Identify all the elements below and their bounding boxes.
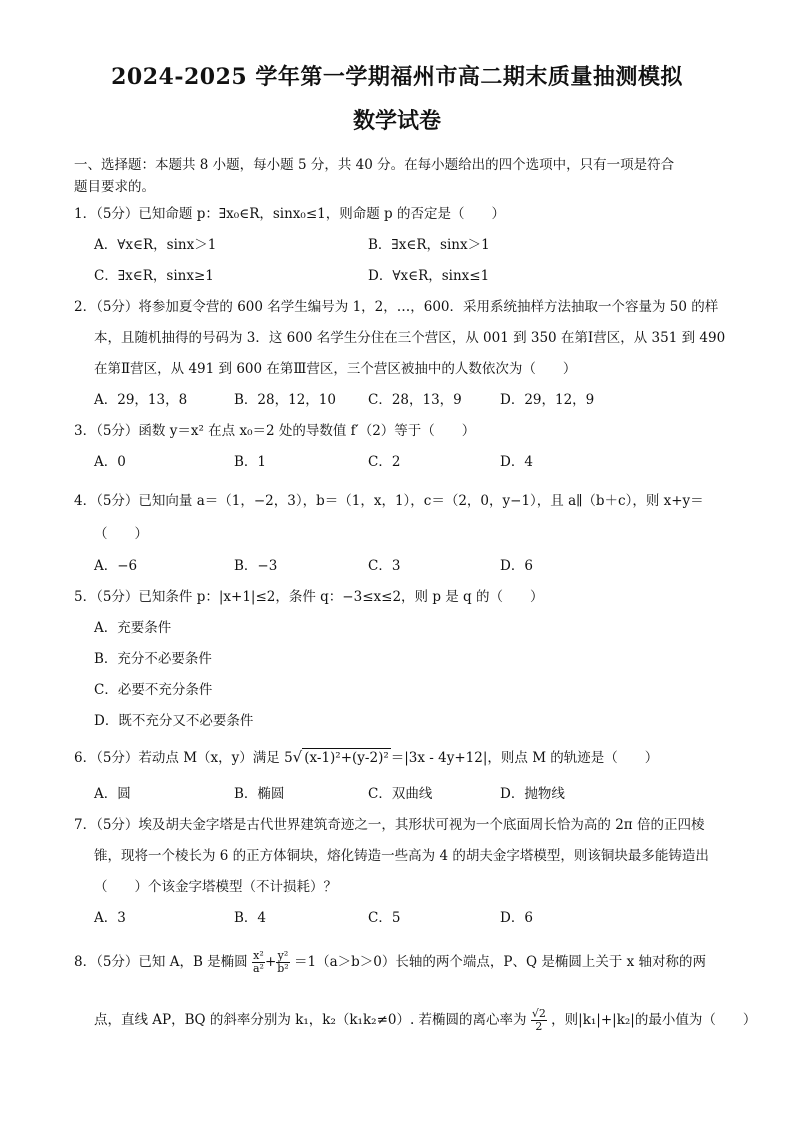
q2-option-c: C．28，13，9 xyxy=(368,392,462,408)
q7-line2: 锥，现将一个棱长为 6 的正方体铜块，熔化铸造一些高为 4 的胡夫金字塔模型，则该铜块最多能铸造出 xyxy=(94,848,709,864)
sqrt-icon: √ xyxy=(292,748,303,766)
page-subtitle: 数学试卷 xyxy=(352,108,441,134)
q7-option-c: C．5 xyxy=(368,910,401,926)
q4-line2: （ ） xyxy=(94,526,148,542)
q2-line2: 本，且随机抽得的号码为 3．这 600 名学生分住在三个营区，从 001 到 350 在第Ⅰ营区，从 351 到 490 xyxy=(94,330,726,346)
q5-option-d: D．既不充分又不必要条件 xyxy=(94,713,254,729)
q3-stem: 3．（5分）函数 y＝x² 在点 x₀＝2 处的导数值 f′（2）等于（ ） xyxy=(74,423,476,439)
q4-line1: 4．（5分）已知向量 a＝（1，−2，3），b＝（1，x，1），c＝（2，0，y−1），且 a∥（b＋c），则 x+y＝ xyxy=(74,493,704,509)
q1-option-d: D．∀x∈R，sinx≤1 xyxy=(368,268,490,284)
q3-option-c: C．2 xyxy=(368,454,401,470)
q6-option-b: B．椭圆 xyxy=(234,786,285,802)
q6-option-c: C．双曲线 xyxy=(368,786,433,802)
q8-line2 xyxy=(94,1008,756,1033)
q2-line1: 2．（5分）将参加夏令营的 600 名学生编号为 1，2，…，600．采用系统抽样方法抽取一个容量为 50 的样 xyxy=(74,299,719,315)
page-title: 2024-2025 学年第一学期福州市高二期末质量抽测模拟 xyxy=(111,64,683,90)
q2-line3: 在第Ⅱ营区，从 491 到 600 在第Ⅲ营区，三个营区被抽中的人数依次为（ ） xyxy=(94,361,577,377)
q1-option-b: B．∃x∈R，sinx＞1 xyxy=(368,237,490,253)
q8-line1 xyxy=(74,950,706,975)
q8-line1-prefix: 8．（5分）已知 A，B 是椭圆 xyxy=(74,954,248,970)
q4-option-d: D．6 xyxy=(500,558,533,574)
q6-stem xyxy=(74,748,658,767)
q7-option-b: B．4 xyxy=(234,910,267,926)
q1-option-a: A．∀x∈R，sinx＞1 xyxy=(94,237,217,253)
q7-line1: 7．（5分）埃及胡夫金字塔是古代世界建筑奇迹之一，其形状可视为一个底面周长恰为高的 2π 倍的正四棱 xyxy=(74,817,705,833)
q6-stem-suffix: ＝|3x - 4y+12|，则点 M 的轨迹是（ ） xyxy=(390,750,659,766)
q6-root-expression: (x-1)²+(y-2)² xyxy=(304,750,389,766)
q3-option-a: A．0 xyxy=(94,454,126,470)
q3-option-d: D．4 xyxy=(500,454,533,470)
q1-stem: 1．（5分）已知命题 p：∃x₀∈R，sinx₀≤1，则命题 p 的否定是（ ） xyxy=(74,206,505,222)
q4-option-b: B．−3 xyxy=(234,558,278,574)
plus-sign: + xyxy=(264,954,277,970)
q2-option-d: D．29，12，9 xyxy=(500,392,595,408)
section-instruction-line1: 一、选择题：本题共 8 小题，每小题 5 分，共 40 分。在每小题给出的四个选项中，只有一项是符合 xyxy=(74,157,675,173)
q5-option-b: B．充分不必要条件 xyxy=(94,651,212,667)
q7-line3: （ ）个该金字塔模型（不计损耗）？ xyxy=(94,879,337,895)
q5-option-c: C．必要不充分条件 xyxy=(94,682,213,698)
q4-option-c: C．3 xyxy=(368,558,401,574)
q2-option-b: B．28，12，10 xyxy=(234,392,336,408)
q1-option-c: C．∃x∈R，sinx≥1 xyxy=(94,268,214,284)
fraction-sqrt2-over-2: $\frac{√2}{2}$ xyxy=(531,1007,546,1033)
fraction-y2-b2: $\frac{\text{y²}}{\text{b²}}$ xyxy=(277,949,289,975)
fraction-x2-a2: $\frac{\text{x²}}{\text{a²}}$ xyxy=(252,949,264,975)
q6-option-a: A．圆 xyxy=(94,786,131,802)
section-instruction-line2: 题目要求的。 xyxy=(74,179,155,195)
q5-option-a: A．充要条件 xyxy=(94,620,172,636)
q3-option-b: B．1 xyxy=(234,454,267,470)
q8-line1-suffix: ＝1（a＞b＞0）长轴的两个端点，P、Q 是椭圆上关于 x 轴对称的两 xyxy=(294,954,707,970)
q7-option-d: D．6 xyxy=(500,910,533,926)
q7-option-a: A．3 xyxy=(94,910,126,926)
q6-option-d: D．抛物线 xyxy=(500,786,565,802)
q6-stem-prefix: 6．（5分）若动点 M（x，y）满足 5 xyxy=(74,750,293,766)
q8-line2-prefix: 点，直线 AP，BQ 的斜率分别为 k₁，k₂（k₁k₂≠0）. 若椭圆的离心率为 xyxy=(94,1012,527,1028)
q8-line2-suffix: ，则|k₁|+|k₂|的最小值为（ ） xyxy=(551,1012,757,1028)
q2-option-a: A．29，13，8 xyxy=(94,392,188,408)
q4-option-a: A．−6 xyxy=(94,558,138,574)
q5-stem: 5．（5分）已知条件 p：|x+1|≤2，条件 q：−3≤x≤2，则 p 是 q 的（ ） xyxy=(74,589,544,605)
